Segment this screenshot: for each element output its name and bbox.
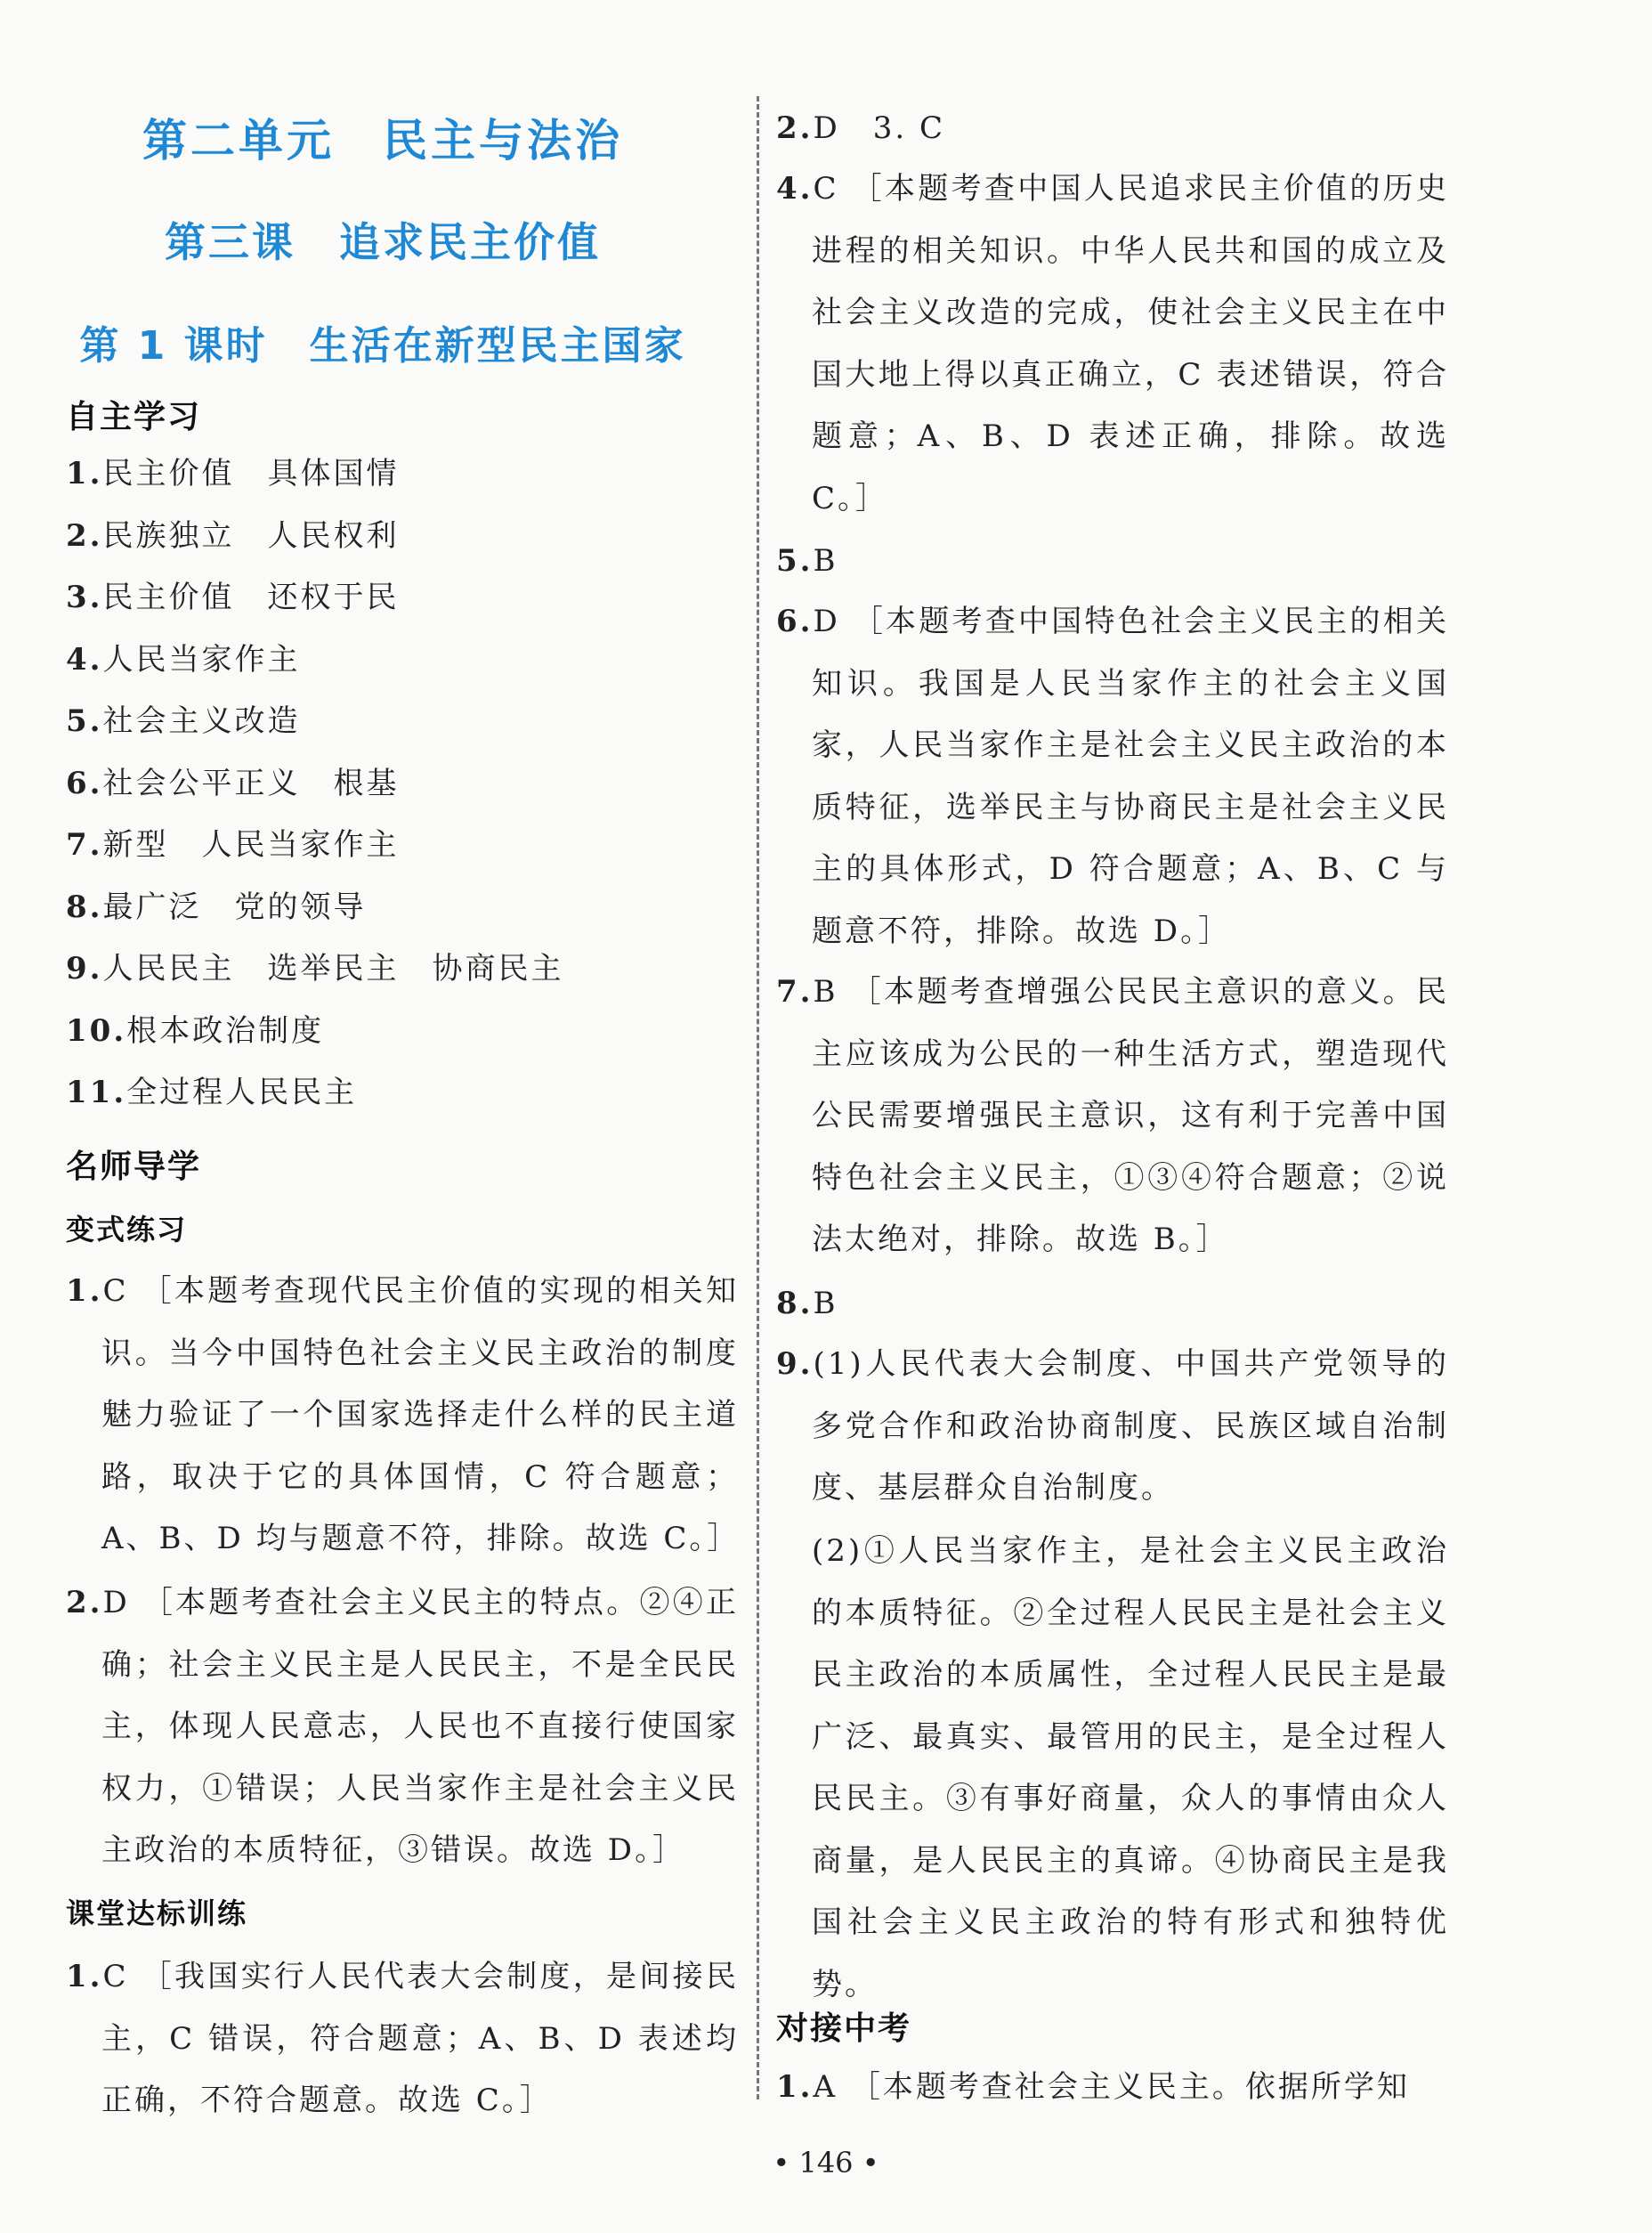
item-number: 8. [66,889,103,925]
item-text: 人民当家作主 [102,641,301,678]
answer-4 [776,158,1449,530]
answer-text: (2)①人民当家作主，是社会主义民主政治的本质特征。②全过程人民民主是社会主义民主政治的本质属性，全过程人民民主是最广泛、最真实、最管用的民主，是全过程人民民主。③有事好商量，众人的事情由众人商量，是人民民主的真谛。④协商民主是我国社会主义民主政治的特有形式和独特优势。 [812,1533,1449,2002]
item-text: 新型 人民当家作主 [102,827,400,863]
self-study-item [66,889,367,925]
classroom-answer-1 [66,1946,739,2132]
item-text: 全过程人民民主 [126,1075,358,1110]
answer-text: B [813,543,838,579]
item-text: 社会主义改造 [102,703,301,739]
answer-number: 7. [776,974,814,1010]
variant-answer-2 [66,1572,739,1882]
answer-text: C ［本题考查现代民主价值的实现的相关知识。当今中国特色社会主义民主政治的制度魅力验证了一个国家选择走什么样的民主道路，取决于它的具体国情，C 符合题意；A、B、D 均与题意不符，排除。故选 C。］ [101,1273,741,1556]
answer-text: D ［本题考查中国特色社会主义民主的相关知识。我国是人民当家作主的社会主义国家，人民当家作主是社会主义民主政治的本质特征，选举民主与协商民主是社会主义民主的具体形式，D 符合题意；A、B、C 与题意不符，排除。故选 D。］ [812,604,1449,949]
item-text: 根本政治制度 [126,1012,325,1049]
answer-number: 5. [776,543,814,579]
self-study-item [66,642,301,678]
self-study-item [66,1013,324,1049]
answer-number: 2. [776,110,814,146]
self-study-item [66,456,400,491]
answer-number: 4. [776,171,814,207]
item-number: 7. [66,827,103,863]
answer-number: 9. [776,1346,814,1382]
item-number: 10. [66,1012,127,1049]
item-number: 5. [66,703,103,739]
answer-2-3 [776,98,1449,160]
self-study-item [66,518,400,554]
answer-number: 1. [776,2069,814,2105]
item-text: 最广泛 党的领导 [102,889,367,925]
item-number: 11. [66,1075,127,1110]
self-study-heading: 自主学习 [66,399,202,435]
item-text: 民主价值 具体国情 [102,456,400,491]
answer-number: 1. [66,1273,103,1309]
item-number: 2. [66,517,103,554]
self-study-item [66,580,400,615]
self-study-item [66,827,400,863]
answer-text: D ［本题考查社会主义民主的特点。②④正确；社会主义民主是人民民主，不是全民民主，体现人民意志，人民也不直接行使国家权力，①错误；人民当家作主是社会主义民主政治的本质特征，③错误。故选 D。］ [101,1585,739,1868]
item-number: 1. [66,456,103,491]
item-number: 9. [66,951,103,987]
answer-8 [776,1273,1449,1336]
item-text: 社会公平正义 根基 [102,765,400,801]
answer-6 [776,591,1449,962]
item-text: 民族独立 人民权利 [102,517,400,554]
answer-number: 1. [66,1959,103,1994]
answer-9-part2 [812,1521,1449,2016]
exam-answer-1 [776,2057,1449,2119]
self-study-item [66,766,400,801]
answer-7 [776,962,1449,1271]
answer-text: A ［本题考查社会主义民主。依据所学知 [813,2069,1410,2105]
answer-9-part1 [776,1334,1449,1520]
answer-5 [776,531,1449,593]
self-study-item [66,703,301,739]
item-text: 民主价值 还权于民 [102,580,400,615]
teacher-guide-heading: 名师导学 [66,1149,202,1185]
answer-number: 8. [776,1286,814,1321]
answer-text: C ［本题考查中国人民追求民主价值的历史进程的相关知识。中华人民共和国的成立及社会主义改造的完成，使社会主义民主在中国大地上得以真正确立，C 表述错误，符合题意；A、B、D 表述正确，排除。故选 C。］ [812,171,1449,516]
answer-number: 2. [66,1585,103,1620]
variant-heading: 变式练习 [66,1213,188,1246]
answer-text: B ［本题考查增强公民民主意识的意义。民主应该成为公民的一种生活方式，塑造现代公民需要增强民主意识，这有利于完善中国特色社会主义民主，①③④符合题意；②说法太绝对，排除。故选 B。］ [812,974,1449,1257]
period-title: 第 1 课时 生活在新型民主国家 [79,323,686,369]
exam-heading: 对接中考 [776,2010,912,2047]
self-study-item [66,951,564,987]
unit-title: 第二单元 民主与法治 [142,115,623,166]
item-number: 3. [66,580,103,615]
variant-answer-1 [66,1261,739,1571]
item-text: 人民民主 选举民主 协商民主 [102,951,564,987]
page-number: • 146 • [773,2146,879,2180]
item-number: 6. [66,765,103,801]
self-study-item [66,1075,357,1110]
item-number: 4. [66,641,103,678]
answer-text: D 3. C [813,110,946,146]
answer-number: 6. [776,604,814,639]
answer-text: (1)人民代表大会制度、中国共产党领导的多党合作和政治协商制度、民族区域自治制度、基层群众自治制度。 [812,1346,1449,1506]
lesson-title: 第三课 追求民主价值 [165,218,601,266]
classroom-heading: 课堂达标训练 [66,1896,248,1930]
column-divider [757,96,759,2099]
answer-text: C ［我国实行人民代表大会制度，是间接民主，C 错误，符合题意；A、B、D 表述均正确，不符合题意。故选 C。］ [101,1959,739,2118]
answer-text: B [813,1286,838,1321]
